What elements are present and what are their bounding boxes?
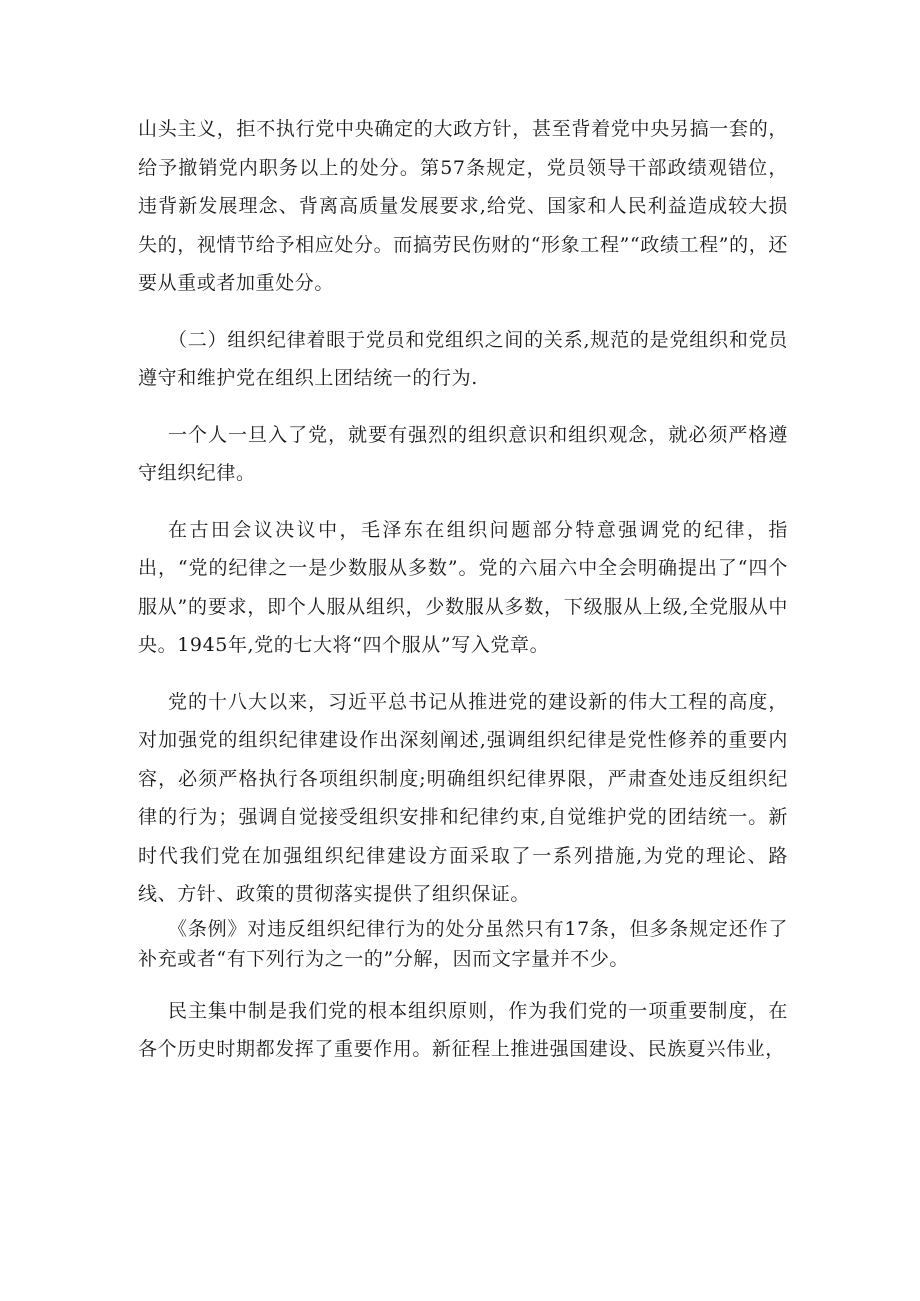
- paragraph-6: 《条例》对违反组织纪律行为的处分虽然只有17条，但多条规定还作了补充或者“有下列行为之一的”分解，因而文字量并不少。: [138, 917, 788, 970]
- paragraph-1: 山头主义，拒不执行党中央确定的大政方针，甚至背着党中央另搞一套的，给予撤销党内职务以上的处分。第57条规定，党员领导干部政绩观错位，违背新发展理念、背离高质量发展要求,给党、国家和人民利益造成较大损失的，视情节给予相应处分。而搞劳民伤财的“形象工程”“政绩工程”的，还要从重或者加重处分。: [138, 118, 788, 294]
- paragraph-3: 一个人一旦入了党，就要有强烈的组织意识和组织观念，就必须严格遵守组织纪律。: [138, 423, 788, 484]
- document-body: [138, 110, 788, 1069]
- paragraph-5: 党的十八大以来，习近平总书记从推进党的建设新的伟大工程的高度，对加强党的组织纪律建设作出深刻阐述,强调组织纪律是党性修养的重要内容，必须严格执行各项组织制度;明确组织纪律界限，严肃查处违反组织纪律的行为；强调自觉接受组织安排和纪律约束,自觉维护党的团结统一。新时代我们党在加强组织纪律建设方面采取了一系列措施,为党的理论、路线、方针、政策的贯彻落实提供了组织保证。: [138, 690, 788, 905]
- paragraph-7: 民主集中制是我们党的根本组织原则，作为我们党的一项重要制度，在各个历史时期都发挥了重要作用。新征程上推进强国建设、民族夏兴伟业，: [138, 999, 788, 1060]
- paragraph-2: （二）组织纪律着眼于党员和党组织之间的关系,规范的是党组织和党员遵守和维护党在组织上团结统一的行为.: [138, 328, 788, 389]
- paragraph-4: 在古田会议决议中，毛泽东在组织问题部分特意强调党的纪律，指出，“党的纪律之一是少数服从多数”。党的六届六中全会明确提出了“四个服从”的要求，即个人服从组织，少数服从多数，下级服从上级,全党服从中央。1945年,党的七大将“四个服从”写入党章。: [138, 518, 788, 656]
